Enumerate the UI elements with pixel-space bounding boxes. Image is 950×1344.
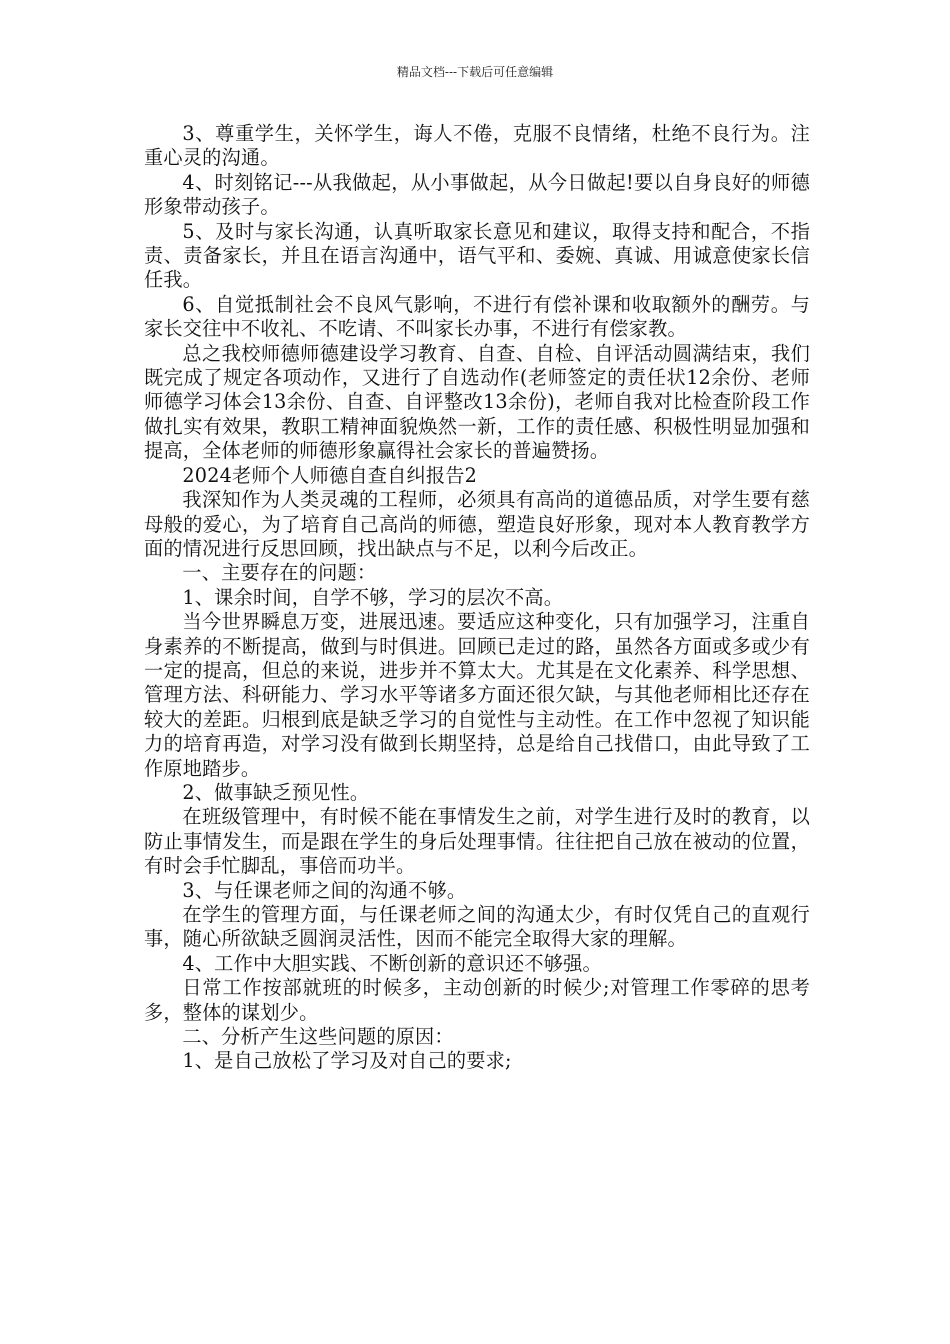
problem-1-body: 当今世界瞬息万变，进展迅速。要适应这种变化，只有加强学习，注重自身素养的不断提高，做到与时俱进。回顾已走过的路，虽然各方面或多或少有一定的提高，但总的来说，进步并不算太大。尤其是在文化素养、科学思想、管理方法、科研能力、学习水平等诸多方面还很欠缺，与其他老师相比还存在较大的差距。归根到底是缺乏学习的自觉性与主动性。在工作中忽视了知识能力的培育再造，对学习没有做到长期坚持，总是给自己找借口，由此导致了工作原地踏步。 <box>144 610 810 780</box>
heading-main-problems: 一、主要存在的问题： <box>182 561 377 585</box>
problem-4-body: 日常工作按部就班的时候多，主动创新的时候少;对管理工作零碎的思考多，整体的谋划少。 <box>144 976 810 1024</box>
heading-causes: 二、分析产生这些问题的原因： <box>182 1025 454 1049</box>
paragraph-summary: 总之我校师德师德建设学习教育、自查、自检、自评活动圆满结束，我们既完成了规定各项动作，又进行了自选动作(老师签定的责任状12余份、老师师德学习体会13余份、自查、自评整改13余份)，老师自我对比检查阶段工作做扎实有效果，教职工精神面貌焕然一新，工作的责任感、积极性明显加强和提高，全体老师的师德形象赢得社会家长的普遍赞扬。 <box>144 341 810 463</box>
problem-1-title: 1、课余时间，自学不够，学习的层次不高。 <box>182 585 564 609</box>
paragraph-item-6: 6、自觉抵制社会不良风气影响，不进行有偿补课和收取额外的酬劳。与家长交往中不收礼、不吃请、不叫家长办事，不进行有偿家教。 <box>144 292 810 341</box>
problem-4-title: 4、工作中大胆实践、不断创新的意识还不够强。 <box>182 951 602 975</box>
paragraph-item-3: 3、尊重学生，关怀学生，诲人不倦，克服不良情绪，杜绝不良行为。注重心灵的沟通。 <box>144 122 810 170</box>
cause-1: 1、是自己放松了学习及对自己的要求; <box>182 1049 512 1073</box>
problem-3-title: 3、与任课老师之间的沟通不够。 <box>182 878 467 902</box>
paragraph-item-5: 5、及时与家长沟通，认真听取家长意见和建议，取得支持和配合，不指责、责备家长，并且在语言沟通中，语气平和、委婉、真诚、用诚意使家长信任我。 <box>144 219 810 292</box>
document-body <box>144 122 810 1074</box>
page-header: 精品文档---下载后可任意编辑 <box>396 65 554 79</box>
problem-2-title: 2、做事缺乏预见性。 <box>182 780 370 804</box>
paragraph-intro: 我深知作为人类灵魂的工程师，必须具有高尚的道德品质，对学生要有慈母般的爱心，为了培育自己高尚的师德，塑造良好形象，现对本人教育教学方面的情况进行反思回顾，找出缺点与不足，以利今后改正。 <box>144 488 810 560</box>
problem-3-body: 在学生的管理方面，与任课老师之间的沟通太少，有时仅凭自己的直观行事，随心所欲缺乏圆润灵活性，因而不能完全取得大家的理解。 <box>144 903 810 951</box>
problem-2-body: 在班级管理中，有时候不能在事情发生之前，对学生进行及时的教育，以防止事情发生，而是跟在学生的身后处理事情。往往把自己放在被动的位置，有时会手忙脚乱，事倍而功半。 <box>144 805 810 878</box>
paragraph-item-4: 4、时刻铭记---从我做起，从小事做起，从今日做起!要以自身良好的师德形象带动孩子。 <box>144 170 810 219</box>
section-title-report-2: 2024老师个人师德自查自纠报告2 <box>182 463 478 487</box>
